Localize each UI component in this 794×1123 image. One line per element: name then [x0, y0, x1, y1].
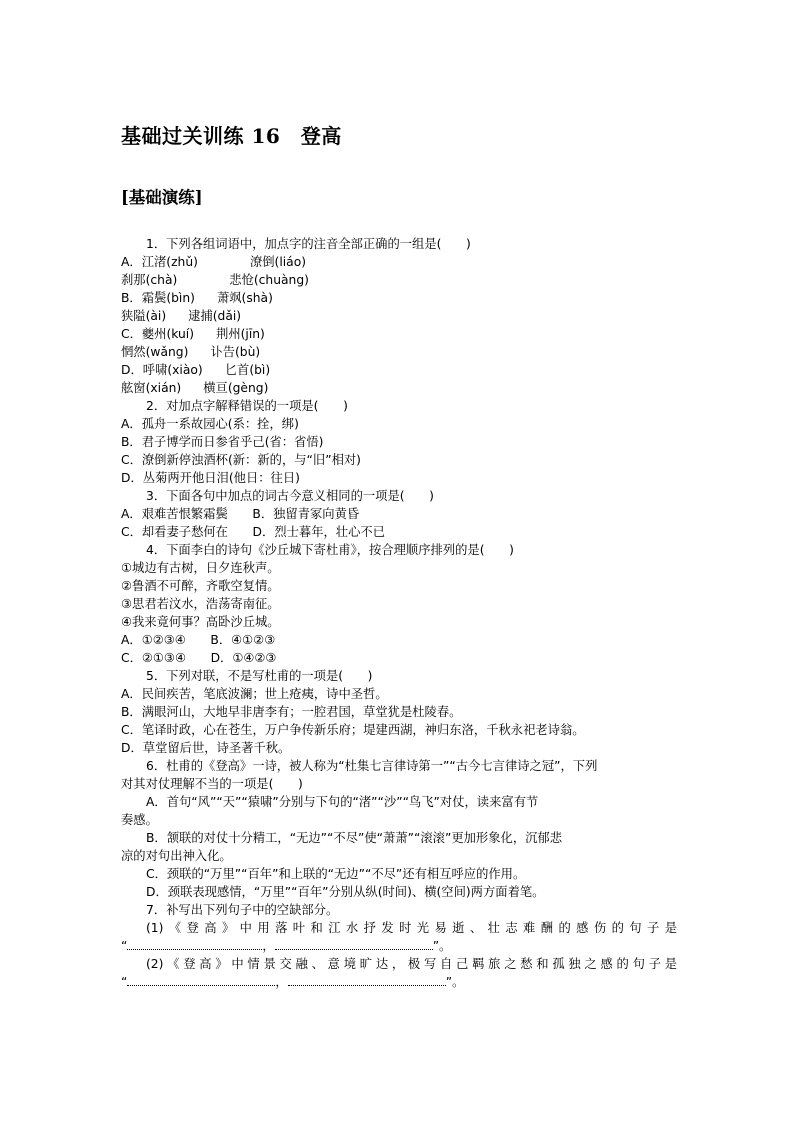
q1-option-d-item1: D．呼啸(xiào) — [121, 363, 203, 377]
q6-option-d: D．颈联表现感情，“万里”“百年”分别从纵(时间)、横(空间)两方面着笔。 — [146, 885, 545, 899]
q2-option-a: A．孤舟一系故园心(系：拴，绑) — [121, 417, 299, 431]
q7-part1-answer — [121, 937, 677, 955]
q3-stem: 3．下面各句中加点的词古今意义相同的一项是( ) — [146, 489, 434, 503]
q1-option-b-item3: 狭隘(ài) — [121, 309, 167, 323]
q1-option-a-item4: 悲怆(chuàng) — [229, 273, 309, 287]
q7-stem: 7．补写出下列句子中的空缺部分。 — [146, 903, 339, 917]
comma: ， — [262, 939, 275, 953]
q7-part2-prompt: (2)《登高》中情景交融、意境旷达，极写自己羁旅之愁和孤独之感的句子是 — [146, 957, 677, 971]
q1-option-c-item2: 荆州(jīn) — [216, 327, 265, 341]
q1-option-b-line1 — [121, 289, 677, 307]
q2-option-c: C．潦倒新停浊酒杯(新：新的，与“旧”相对) — [121, 453, 361, 467]
q2-option-b: B．君子博学而日参省乎己(省：省悟) — [121, 435, 324, 449]
q2-stem: 2．对加点字解释错误的一项是( ) — [146, 399, 348, 413]
q1-option-a-line1 — [121, 253, 677, 271]
q4-options-cd: C．②①③④ D．①④②③ — [121, 651, 277, 665]
q2-option-d: D．丛菊两开他日泪(他日：往日) — [121, 471, 300, 485]
q1-option-d-item3: 舷窗(xián) — [121, 381, 182, 395]
q1-option-b-item1: B．霜鬓(bìn) — [121, 291, 195, 305]
section-heading: [基础演练] — [121, 188, 203, 207]
q4-options-ab: A．①②③④ B．④①②③ — [121, 633, 276, 647]
q6-option-b-line1: B．颔联的对仗十分精工，“无边”“不尽”使“萧萧”“滚滚”更加形象化，沉郁悲 — [146, 831, 563, 845]
close-quote: ”。 — [432, 939, 452, 953]
q6-option-b-line2: 凉的对句出神入化。 — [121, 849, 232, 863]
q4-stem: 4．下面李白的诗句《沙丘城下寄杜甫》，按合理顺序排列的是( ) — [146, 543, 514, 557]
q1-option-d-item2: 匕首(bì) — [224, 363, 271, 377]
q4-verse-3: ③思君若汶水，浩荡寄南征。 — [121, 597, 280, 611]
q1-option-a-item2: 潦倒(liáo) — [249, 255, 307, 269]
q1-option-c-item3: 惘然(wǎng) — [121, 345, 189, 359]
q3-options-ab: A．艰难苦恨繁霜鬓 B．独留青冢向黄昏 — [121, 507, 360, 521]
q6-stem-line2: 对其对仗理解不当的一项是( ) — [121, 777, 303, 791]
page-title: 基础过关训练 16 登高 — [121, 124, 342, 148]
q5-option-c: C．笔译时政，心在苍生，万户争传新乐府；堤建西湖，神归东洛，千秋永祀老诗翁。 — [121, 723, 585, 737]
q1-stem: 1．下列各组词语中，加点字的注音全部正确的一组是( ) — [146, 237, 471, 251]
q1-option-a-item1: A．江渚(zhǔ) — [121, 255, 198, 269]
q6-option-a-line1: A．首句“风”“天”“猿啸”分别与下句的“渚”“沙”“鸟飞”对仗，读来富有节 — [146, 795, 539, 809]
q5-option-d: D．草堂留后世，诗圣著千秋。 — [121, 741, 291, 755]
exercise-content — [121, 235, 677, 991]
q6-option-a-line2: 奏感。 — [121, 813, 158, 827]
q1-option-c-line1 — [121, 325, 677, 343]
comma: ， — [275, 975, 288, 989]
q4-verse-4: ④我来竟何事？高卧沙丘城。 — [121, 615, 280, 629]
open-quote: “ — [121, 939, 128, 953]
q6-stem-line1: 6．杜甫的《登高》一诗，被人称为“杜集七言律诗第一”“古今七言律诗之冠”，下列 — [146, 759, 598, 773]
q1-option-d-line1 — [121, 361, 677, 379]
open-quote: “ — [121, 975, 128, 989]
answer-blank[interactable] — [288, 973, 446, 986]
q4-verse-2: ②鲁酒不可醉，齐歌空复情。 — [121, 579, 280, 593]
q5-stem: 5．下列对联，不是写杜甫的一项是( ) — [146, 669, 373, 683]
q1-option-c-item4: 讣告(bù) — [210, 345, 261, 359]
q1-option-c-item1: C．夔州(kuí) — [121, 327, 195, 341]
q4-verse-1: ①城边有古树，日夕连秋声。 — [121, 561, 280, 575]
q1-option-a-item3: 刹那(chà) — [121, 273, 178, 287]
q5-option-b: B．满眼河山，大地早非唐李有；一腔君国，草堂犹是杜陵春。 — [121, 705, 462, 719]
answer-blank[interactable] — [275, 937, 433, 950]
q7-part2-answer — [121, 973, 677, 991]
answer-blank[interactable] — [127, 973, 275, 986]
q1-option-b-item4: 逮捕(dǎi) — [188, 309, 242, 323]
close-quote: ”。 — [445, 975, 465, 989]
answer-blank[interactable] — [127, 937, 262, 950]
q1-option-b-line2 — [121, 307, 677, 325]
q5-option-a: A．民间疾苦，笔底波澜；世上疮痍，诗中圣哲。 — [121, 687, 388, 701]
q1-option-d-line2 — [121, 379, 677, 397]
q6-option-c: C．颈联的“万里”“百年”和上联的“无边”“不尽”还有相互呼应的作用。 — [146, 867, 526, 881]
q1-option-c-line2 — [121, 343, 677, 361]
q1-option-d-item4: 横亘(gèng) — [203, 381, 269, 395]
q3-options-cd: C．却看妻子愁何在 D．烈士暮年，壮心不已 — [121, 525, 385, 539]
q1-option-a-line2 — [121, 271, 677, 289]
q1-option-b-item2: 萧飒(shà) — [216, 291, 273, 305]
q7-part1-prompt: (1)《登高》中用落叶和江水抒发时光易逝、壮志难酬的感伤的句子是 — [146, 921, 677, 935]
